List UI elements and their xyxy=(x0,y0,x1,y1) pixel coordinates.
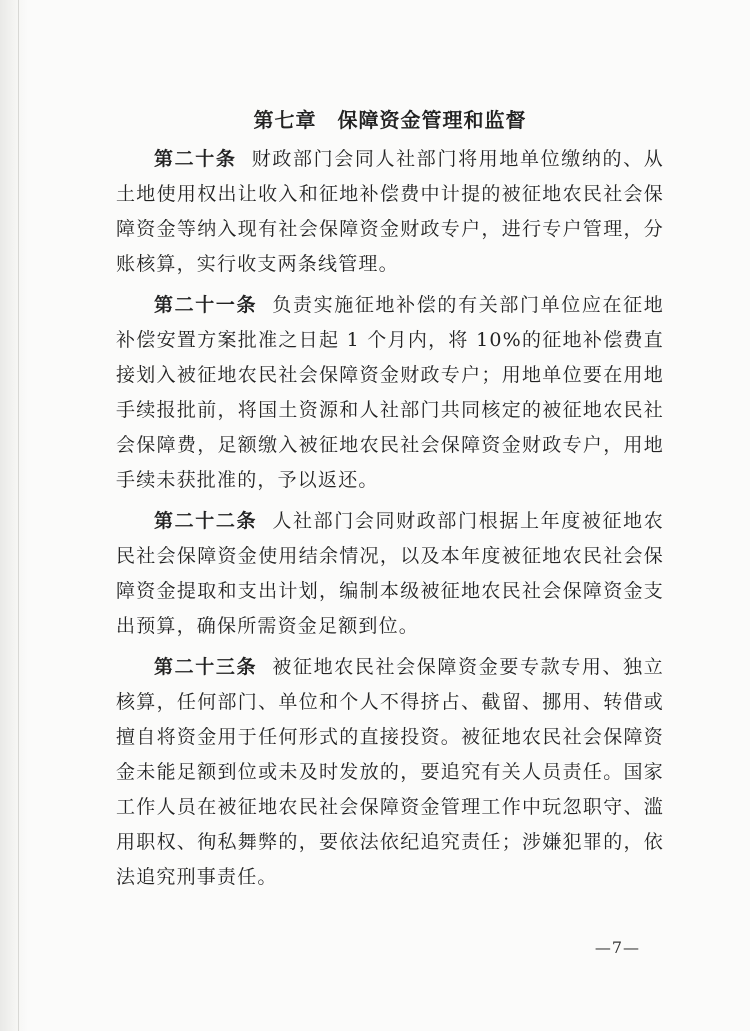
chapter-title: 第七章 保障资金管理和监督 xyxy=(253,108,527,132)
article-text: 被征地农民社会保障资金要专款专用、独立核算，任何部门、单位和个人不得挤占、截留、挪用、转借或擅自将资金用于任何形式的直接投资。被征地农民社会保障资金未能足额到位或未及时发放的，要追究有关人员责任。国家工作人员在被征地农民社会保障资金管理工作中玩忽职守、滥用职权、徇私舞弊的，要依法依纪追究责任；涉嫌犯罪的，依法追究刑事责任。 xyxy=(116,656,664,888)
article-number: 第二十条 xyxy=(154,148,237,170)
scan-binding-line xyxy=(18,0,19,1031)
article-22 xyxy=(116,504,664,644)
article-text: 负责实施征地补偿的有关部门单位应在征地补偿安置方案批准之日起 1 个月内，将 10%的征地补偿费直接划入被征地农民社会保障资金财政专户；用地单位要在用地手续报批前，将国土资源和人社部门共同核定的被征地农民社会保障费，足额缴入被征地农民社会保障资金财政专户，用地手续未获批准的，予以返还。 xyxy=(116,294,664,491)
article-number: 第二十三条 xyxy=(154,656,258,678)
article-23 xyxy=(116,650,664,895)
article-21 xyxy=(116,288,664,498)
document-body xyxy=(116,104,664,901)
article-text: 财政部门会同人社部门将用地单位缴纳的、从土地使用权出让收入和征地补偿费中计提的被征地农民社会保障资金等纳入现有社会保障资金财政专户，进行专户管理，分账核算，实行收支两条线管理。 xyxy=(116,148,664,275)
article-number: 第二十二条 xyxy=(154,510,258,532)
scan-shadow xyxy=(0,0,28,1031)
page-number: —7— xyxy=(594,938,640,957)
article-text: 人社部门会同财政部门根据上年度被征地农民社会保障资金使用结余情况，以及本年度被征地农民社会保障资金提取和支出计划，编制本级被征地农民社会保障资金支出预算，确保所需资金足额到位。 xyxy=(116,510,664,637)
article-number: 第二十一条 xyxy=(154,294,258,316)
article-20 xyxy=(116,142,664,282)
